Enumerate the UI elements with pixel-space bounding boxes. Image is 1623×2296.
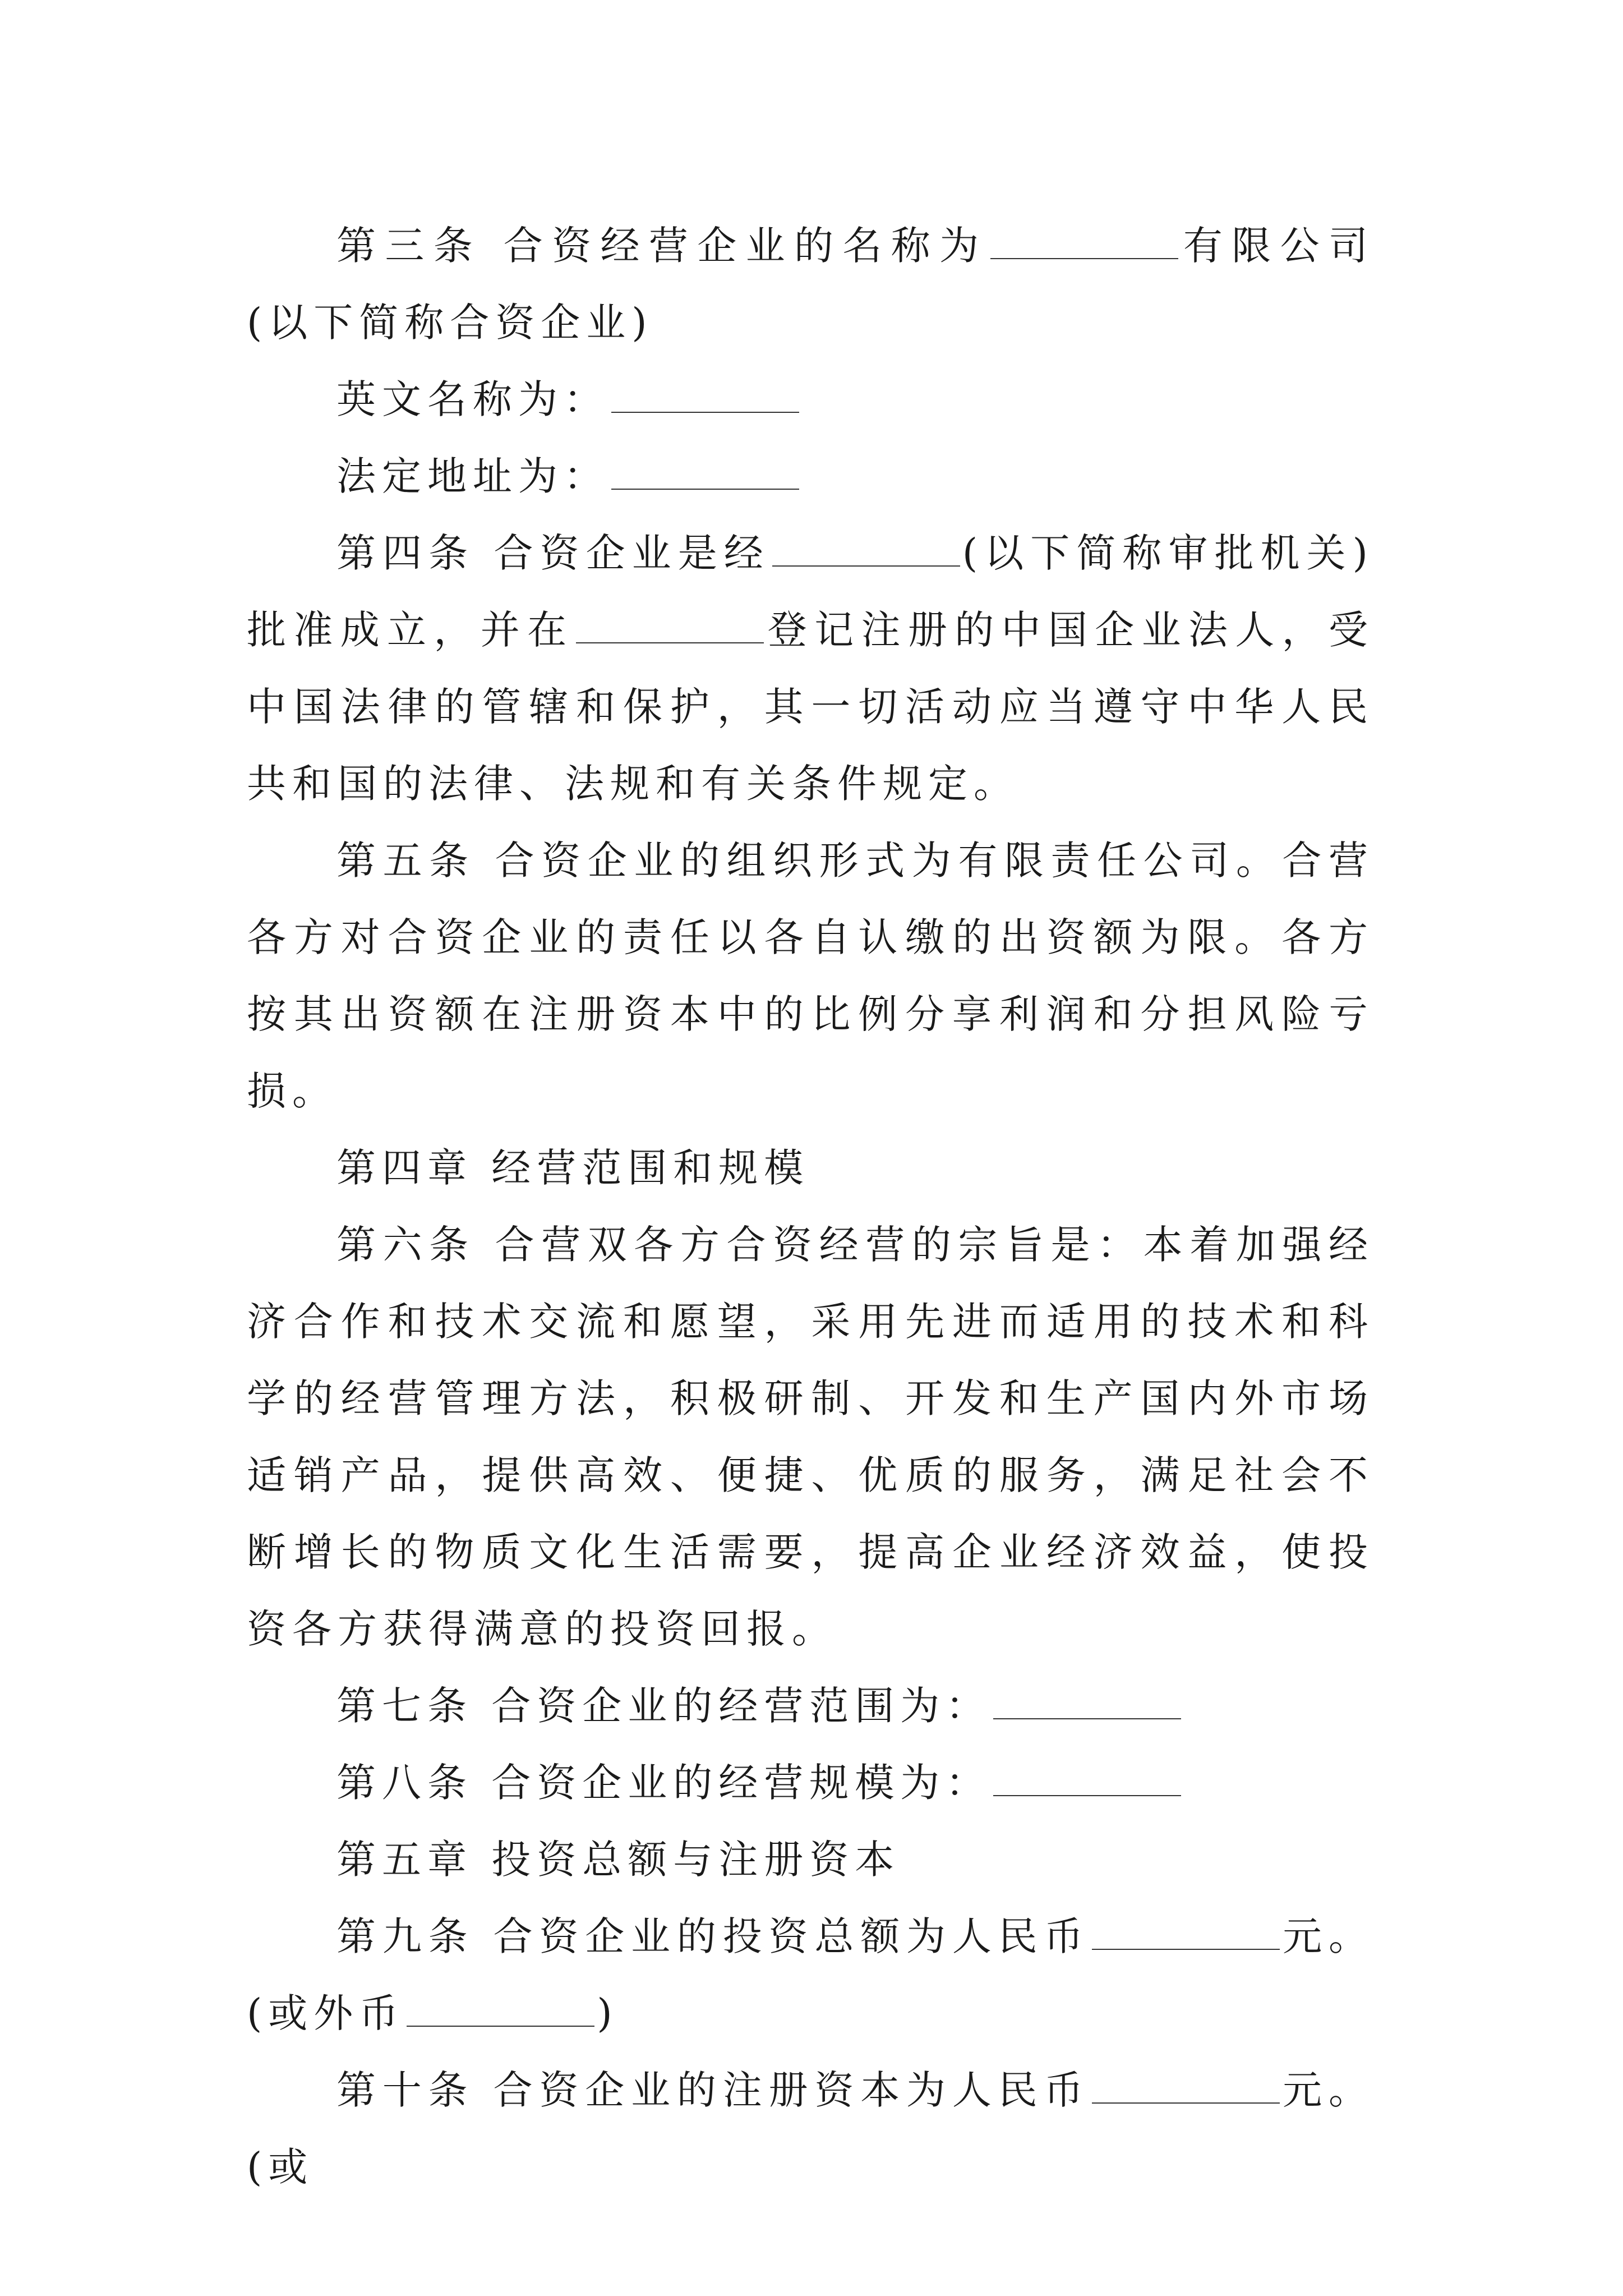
article-10: 第十条 合资企业的注册资本为人民币 元。(或: [247, 2067, 1375, 2190]
blank-line: [576, 642, 764, 643]
blank-line: [1092, 1948, 1280, 1950]
legal-address-line: 法定地址为：: [247, 438, 1374, 515]
english-name-line: 英文名称为：: [247, 361, 1374, 438]
blank-line: [772, 565, 960, 567]
document-page: [247, 208, 1374, 2206]
blank-line: [990, 257, 1178, 259]
blank-line: [993, 1718, 1181, 1719]
chapter-5-heading: 第五章 投资总额与注册资本: [336, 1837, 901, 1883]
blank-line: [611, 488, 799, 490]
article-5: 第五条 合资企业的组织形式为有限责任公司。合营各方对合资企业的责任以各自认缴的出资额为限。各方按其出资额在注册资本中的比例分享利润和分担风险亏损。: [247, 838, 1374, 1114]
article-8: 第八条 合资企业的经营规模为：: [247, 1745, 1374, 1821]
blank-line: [1092, 2102, 1280, 2104]
article-6: 第六条 合营双各方合资经营的宗旨是：本着加强经济合作和技术交流和愿望，采用先进而适用的技术和科学的经营管理方法，积极研制、开发和生产国内外市场适销产品，提供高效、便捷、优质的服务，满足社会不断增长的物质文化生活需要，提高企业经济效益，使投资各方获得满意的投资回报。: [247, 1222, 1374, 1652]
blank-line: [611, 411, 799, 413]
chapter-4-heading: 第四章 经营范围和规模: [336, 1145, 810, 1191]
blank-line: [407, 2025, 594, 2027]
article-3: 第三条 合资经营企业的名称为 有限公司(以下简称合资企业): [247, 223, 1374, 346]
article-7: 第七条 合资企业的经营范围为：: [247, 1668, 1374, 1745]
blank-line: [993, 1795, 1181, 1796]
article-9: 第九条 合资企业的投资总额为人民币 元。(或外币 ): [247, 1913, 1375, 2036]
article-4: 第四条 合资企业是经 (以下简称审批机关)批准成立，并在 登记注册的中国企业法人，受中国法律的管辖和保护，其一切活动应当遵守中华人民共和国的法律、法规和有关条件规定。: [247, 530, 1375, 807]
